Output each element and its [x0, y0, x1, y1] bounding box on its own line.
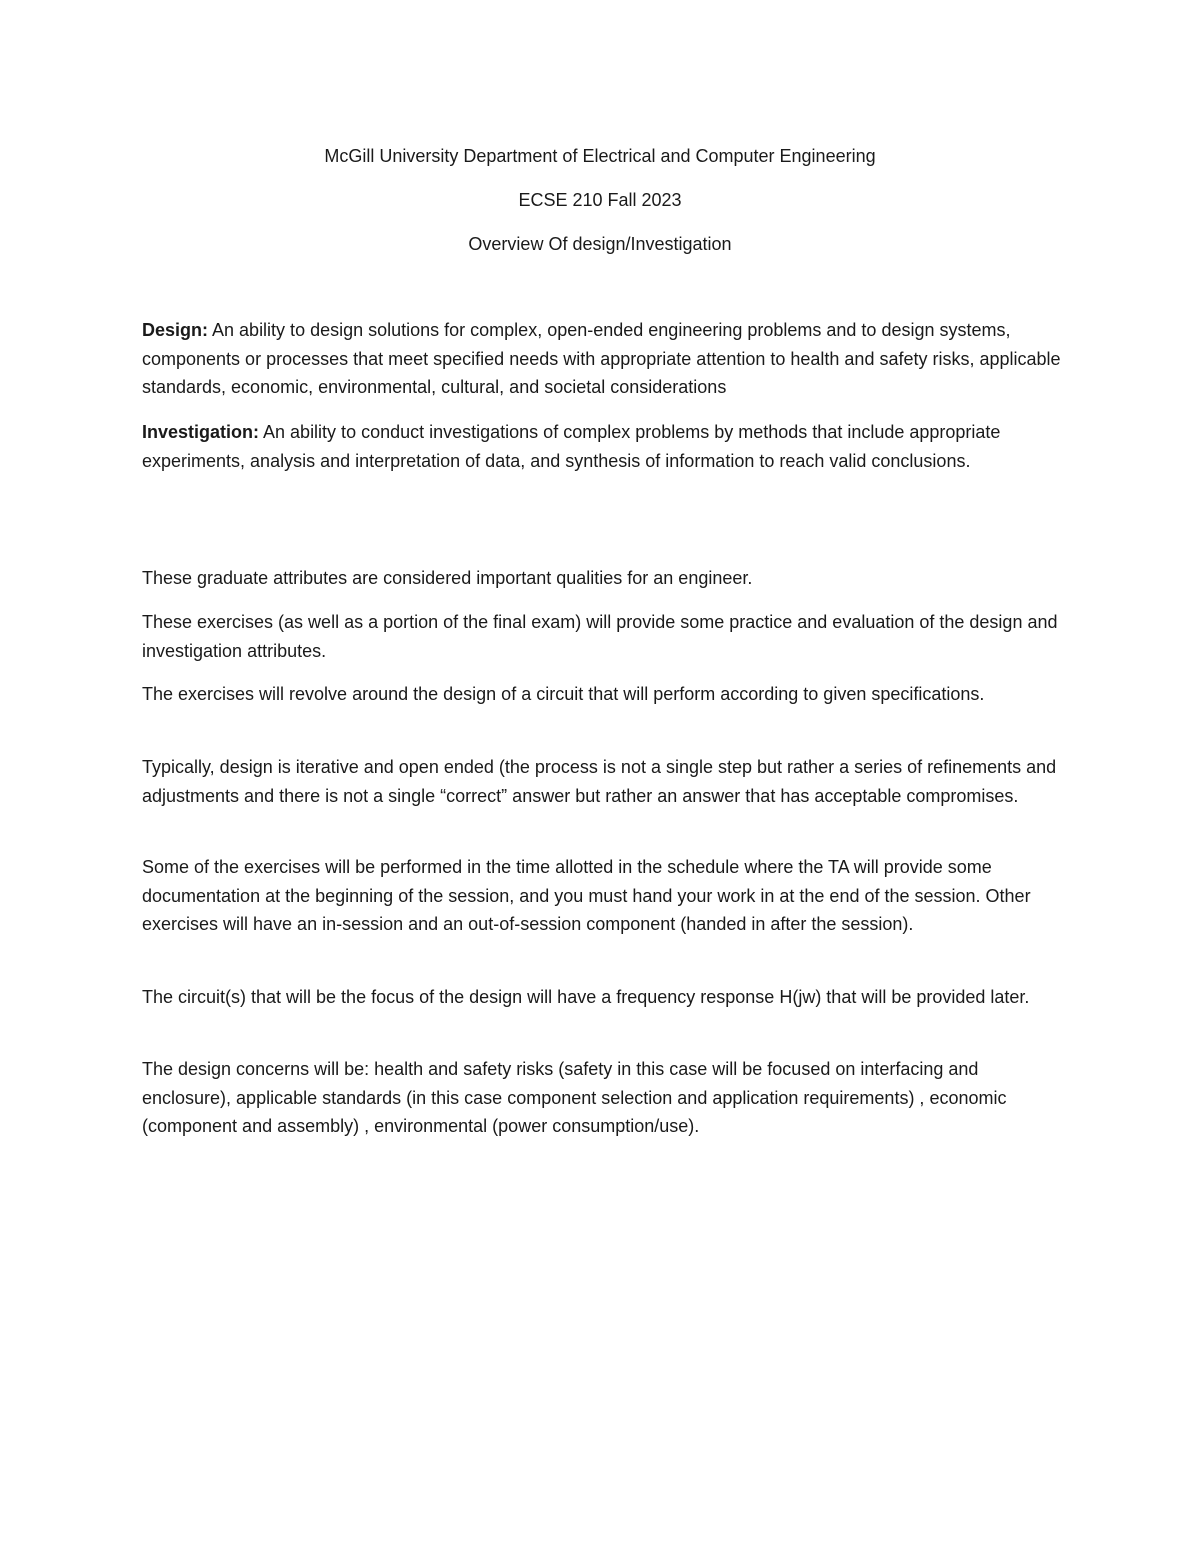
institution-heading: McGill University Department of Electrical and Computer Engineering: [324, 146, 876, 166]
paragraph-session-schedule: Some of the exercises will be performed in the time allotted in the schedule where the TA will provide some documentation at the beginning of the session, and you must hand your work in at the end of the session. Other exercises will have an in-session and an out-of-session component (handed in after the session).: [142, 857, 1031, 934]
paragraph-exercises-practice: These exercises (as well as a portion of the final exam) will provide some practice and evaluation of the design and investigation attributes.: [142, 612, 1058, 661]
investigation-definition-text: An ability to conduct investigations of complex problems by methods that include appropriate experiments, analysis and interpretation of data, and synthesis of information to reach valid conclusions.: [142, 422, 1001, 471]
design-term: Design:: [142, 320, 209, 340]
paragraph-attributes: These graduate attributes are considered important qualities for an engineer.: [142, 568, 753, 588]
design-definition-text: An ability to design solutions for complex, open-ended engineering problems and to design systems, components or processes that meet specified needs with appropriate attention to health and safety risks, applicable standards, economic, environmental, cultural, and societal considerations: [142, 320, 1061, 397]
paragraph-frequency-response: The circuit(s) that will be the focus of the design will have a frequency response H(jw) that will be provided later.: [142, 987, 1030, 1007]
investigation-term: Investigation:: [142, 422, 260, 442]
paragraph-iterative-design: Typically, design is iterative and open ended (the process is not a single step but rather a series of refinements and adjustments and there is not a single “correct” answer but rather an answer that has acceptable compromises.: [142, 757, 1057, 806]
course-heading: ECSE 210 Fall 2023: [518, 190, 682, 210]
paragraph-circuit-design: The exercises will revolve around the design of a circuit that will perform according to given specifications.: [142, 684, 985, 704]
paragraph-design-concerns: The design concerns will be: health and safety risks (safety in this case will be focused on interfacing and enclosure), applicable standards (in this case component selection and application requirements) , economic (component and assembly) , environmental (power consumption/use).: [142, 1059, 1007, 1136]
document-title: Overview Of design/Investigation: [468, 234, 732, 254]
design-definition: [142, 316, 1062, 402]
investigation-definition: [142, 418, 1062, 475]
